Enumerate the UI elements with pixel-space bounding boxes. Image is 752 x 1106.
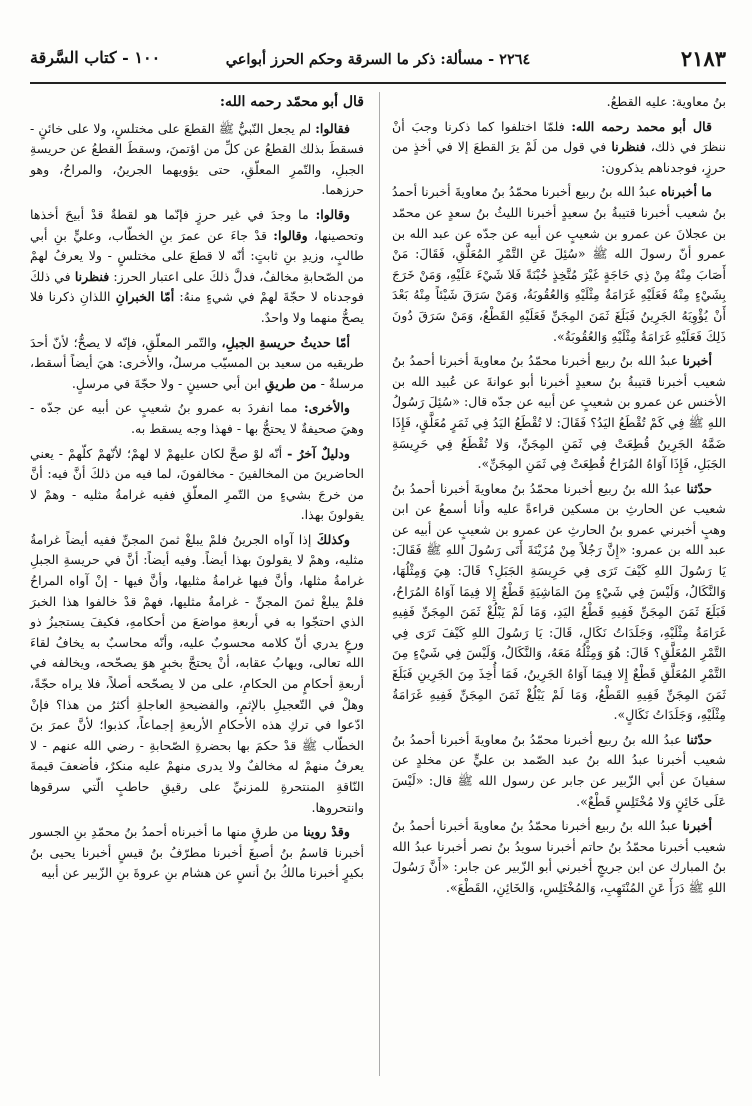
paragraph: وقدْ روينا من طرقٍ منها ما أخبرناه أحمدُ بنُ محمّدِ بنِ الجسور أخبرنا قاسمُ بنُ أصبغَ أخبرنا مطرّفُ بنُ قيسٍ أخبرنا يحيى بنُ بكيرٍ أخبرنا مالكُ بنُ أنسٍ عن هشام بنِ عروةَ بنِ الزّبير عن أبيه (30, 824, 364, 881)
paragraph: أخبرنا عبدُ الله بنُ ربيع أخبرنا محمّدُ بنُ معاويةَ أخبرنا أحمدُ بنُ شعيب أخبرنا قتيبةُ بنُ سعيدٍ أخبرنا أبو عوانةَ عن عُبيد الله بن الأخنس عن عمرو بن شعيبٍ عن أبيه عن جدّه قال: «سُئِلَ رَسُولُ اللهِ ﷺ فِي كَمْ تُقْطَعُ اليَدُ؟ فَقَالَ: لا تُقْطَعُ اليَدُ فِي ثَمَرٍ مُعَلَّقٍ، فَإِذَا ضَمَّهُ الجَرِينُ قُطِعَتْ فِي ثَمَنِ المِجَنِّ، وَلا تُقْطَعُ فِي حَرِيسَةِ الجَبَلِ، فَإِذَا آوَاهُ المُرَاحُ قُطِعَتْ فِي ثَمَنِ المِجَنِّ». (392, 353, 726, 472)
book-label: ١٠٠ - كتاب السَّرقة (30, 48, 161, 67)
page-header (30, 42, 726, 84)
paragraph: قال أبو محمد رحمه الله: فلمّا اختلفوا كما ذكرنا وجبَ أنْ ننظرَ في ذلك، فنظرنا في قول من لَمْ يرَ القطعَ إلا في أخذٍ من حرزٍ، فوجدناهم يذكرون: (392, 118, 726, 175)
paragraph: فقالوا: لم يجعل النّبيُّ ﷺ القطعَ على مختلسٍ، ولا على خائنٍ - فسقطَ بذلك القطعُ عن كلِّ من اؤتمنَ، وسقطَ القطعُ عن حريسةِ الجبلِ، والتّمرِ المعلّقِ، حتى يؤويهما الجرينُ، والمراحُ، وهو حرزهما. (30, 120, 364, 198)
column-divider (379, 92, 380, 1076)
paragraph: أمّا حديثُ حريسةِ الجبلِ، والتّمر المعلّقِ، فإنّه لا يصحُّ؛ لأنّ أحدَ طريقيه من سعيد بن المسيّب مرسلٌ، والأخرى: هيَ أيضاً أسقط، مرسلةٌ - من طريقِ ابن أبي حسينٍ - ولا حجّةَ في مرسلٍ. (30, 334, 364, 391)
text-columns (30, 92, 726, 1076)
left-column (30, 92, 364, 1076)
paragraph: وكذلكَ إذا آواه الجرينُ فلمْ يبلغْ ثمنَ المجنِّ ففيه أيضاً غرامةُ مثليه، وهمْ لا يقولونَ بهذا أيضاً. وفيه أيضاً: أنَّ في حريسةِ الجبلِ غرامةُ مثلها، وأنَّ فيها غرامةُ مثليها، وأنَّ فيها - إنْ آواه المراحُ فلمْ يبلغْ ثمنَ المجنِّ - غرامةُ مثليها، فهمْ قدْ خالفوا هذا الخبرَ الذي احتجّوا به في أربعةِ مواضعَ من أحكامهِ، فكيفَ يستجيزُ ذو ورعٍ يدري أنّ كلامه محسوبٌ عليه، وأنّه محاسبٌ به يخافُ لقاءَ الله تعالى، ويهابُ عقابه، أنْ يحتجَّ بخبرٍ هوَ يصحّحه، ويخالفه في أربعةِ أحكامٍ من الحكامِ، على من لا يصحّحه أصلاً، فلا يراه حجّةً، وهلْ في التّعجيلِ بالإثمِ، والفضيحةِ العاجلةِ أكثرُ من هذا؟ فإنْ ادّعوا في تركِ هذه الأحكامِ الأربعةِ إجماعاً، كذبوا؛ لأنَّ عمرَ بنَ الخطّاب ﷺ قدْ حكمَ بها بحضرةِ الصّحابةِ - رضي الله عنهم - لا يعرفُ منهمْ له مخالفٌ ولا يدرى منهمْ عليه منكرٌ، فأضعفَ قيمةَ النّاقةِ المنتحرةِ للمزنيِّ على رقيقِ حاطبٍ الّتي سرقوها وانتحروها. (30, 531, 364, 815)
paragraph: والأخرى: مما انفردَ به عمرو بنُ شعيبٍ عن أبيه عن جدّه - وهيَ صحيفةٌ لا يحتجُّ بها - فهذا وجه يسقط به. (30, 400, 364, 436)
running-title: ٢٢٦٤ - مسألة: ذكر ما السرقة وحكم الحرز أبواعي (225, 51, 531, 68)
paragraph: ما أخبرناه عبدُ الله بنُ ربيع أخبرنا محمّدُ بنُ معاويةَ أخبرنا أحمدُ بنُ شعيب أخبرنا قتيبةُ بنُ سعيدٍ أخبرنا الليثُ بنُ سعدٍ عن محمّد بن عجلانَ عن عمرو بن شعيبٍ عن أبيه عن جدّه عن عبد الله بن عمرو أنّ رسولَ الله ﷺ «سُئِلَ عَنِ التَّمْرِ المُعَلَّقِ، فَقَالَ: مَنْ أَصَابَ مِنْهُ مِنْ ذِي حَاجَةٍ غَيْرَ مُتَّخِذٍ خُبْنَةً فَلا شَيْءَ عَلَيْهِ، وَمَنْ خَرَجَ بِشَيْءٍ مِنْهُ فَعَلَيْهِ غَرَامَةُ مِثْلَيْهِ وَالعُقُوبَةُ، وَمَنْ سَرَقَ شَيْئاً مِنْهُ بَعْدَ أَنْ يُؤْوِيَهُ الجَرِينُ فَبَلَغَ ثَمَنَ المِجَنِّ فَعَلَيْهِ القَطْعُ، وَمَنْ سَرَقَ دُونَ ذَلِكَ فَعَلَيْهِ غَرَامَةُ مِثْلَيْهِ وَالعُقُوبَةُ». (392, 184, 726, 344)
paragraph: أخبرنا عبدُ الله بنُ ربيع أخبرنا محمّدُ بنُ معاويةَ أخبرنا أحمدُ بنُ شعيب أخبرنا محمّدُ بنُ حاتم أخبرنا سويدُ بنُ نصر أخبرنا عبدُ الله بنُ المبارك عن ابن جريجٍ أخبرني أبو الزّبير عن جابر: «أَنَّ رَسُولَ اللهِ ﷺ دَرَأَ عَنِ المُنْتَهِبِ، وَالمُخْتَلِسِ، وَالخَائِنِ، القَطْعَ». (392, 818, 726, 895)
paragraph: وقالوا: ما وجدَ في غير حرزٍ فإنّما هو لقطةٌ قدْ أبيحَ أخذها وتحصينها، وقالوا: قدْ جاءَ عن عمرَ بنِ الخطّاب، وعليٍّ بنِ أبي طالبٍ، وزيدِ بنِ ثابتٍ: أنّه لا قطعَ على مختلسٍ - ولا يعرفُ لهمْ من الصّحابةِ مخالفٌ، فدلَّ ذلكَ على اعتبار الحرز: فنظرنا في ذلكَ فوجدناه لا حجّةَ لهمْ في شيءٍ منهُ: أمّا الخبرانِ اللذانِ ذكرنا فلا يصحُّ منهما ولا واحدٌ. (30, 206, 364, 325)
paragraph: بنُ معاوية: عليه القطعُ. (606, 94, 726, 109)
section-title: قال أبو محمّد رحمه الله: (219, 94, 364, 110)
paragraph: حدّثنا عبدُ الله بنُ ربيع أخبرنا محمّدُ بنُ معاويةَ أخبرنا أحمدُ بنُ شعيب عن الحارثِ بن مسكين قراءةً عليه وأنا أسمعُ عن ابن وهبٍ أخبرني عمرو بنُ الحارثِ عن عمرو بن شعيبٍ عن أبيه عن عبد الله بن عمرو: «إِنَّ رَجُلاً مِنْ مُزَيْنَةَ أَتَى رَسُولَ اللهِ ﷺ فَقَالَ: يَا رَسُولَ اللهِ كَيْفَ تَرَى فِي حَرِيسَةِ الجَبَلِ؟ قَالَ: هِيَ وَمِثْلُهَا، وَالنَّكَالُ، وَلَيْسَ فِي شَيْءٍ مِنَ المَاشِيَةِ قَطْعٌ إِلا فِيمَا آوَاهُ المُرَاحُ، فَبَلَغَ ثَمَنَ المِجَنِّ فَفِيهِ قَطْعُ اليَدِ، وَمَا لَمْ يَبْلُغْ ثَمَنَ المِجَنِّ فَفِيهِ غَرَامَةُ مِثْلَيْهِ، وَجَلَدَاتُ نَكَالٍ، قَالَ: يَا رَسُولَ اللهِ كَيْفَ تَرَى فِي التَّمْرِ المُعَلَّقِ؟ قَالَ: هُوَ وَمِثْلُهُ مَعَهُ، وَالنَّكَالُ، وَلَيْسَ فِي شَيْءٍ مِنَ التَّمْرِ المُعَلَّقِ قَطْعٌ إِلا فِيمَا آوَاهُ الجَرِينُ، فَمَا أُخِذَ مِنَ الجَرِينِ فَبَلَغَ ثَمَنَ المِجَنِّ فَفِيهِ القَطْعُ، وَمَا لَمْ يَبْلُغْ ثَمَنَ المِجَنِّ فَفِيهِ غَرَامَةُ مِثْلَيْهِ، وَجَلَدَاتُ نَكَالٍ». (392, 480, 726, 723)
right-column (392, 92, 726, 1076)
page-number: ٢١٨٣ (680, 46, 726, 71)
paragraph: حدّثنا عبدُ الله بنُ ربيع أخبرنا محمّدُ بنُ معاويةَ أخبرنا أحمدُ بنُ شعيب أخبرنا عبدُ الله بنُ عبد الصّمد بن عليٍّ عن مخلدٍ عن سفيانَ عن أبي الزّبير عن جابر عن رسول الله ﷺ قال: «لَيْسَ عَلَى خَائِنٍ وَلا مُخْتَلِسٍ قَطْعٌ». (392, 731, 726, 809)
paragraph: ودليلٌ آخرُ - أنّه لوْ صحَّ لكان عليهمْ لا لهمْ؛ لأنّهمْ كلّهمْ - يعني الحاضرينَ من المخالفينَ - مخالفونَ، لما فيه من ذلكَ أنَّ فيه: أنَّ من خرجَ بشيءٍ من التّمرِ المعلّقِ ففيه غرامةُ مثليه - وهمْ لا يقولونَ بهذا. (30, 445, 364, 523)
